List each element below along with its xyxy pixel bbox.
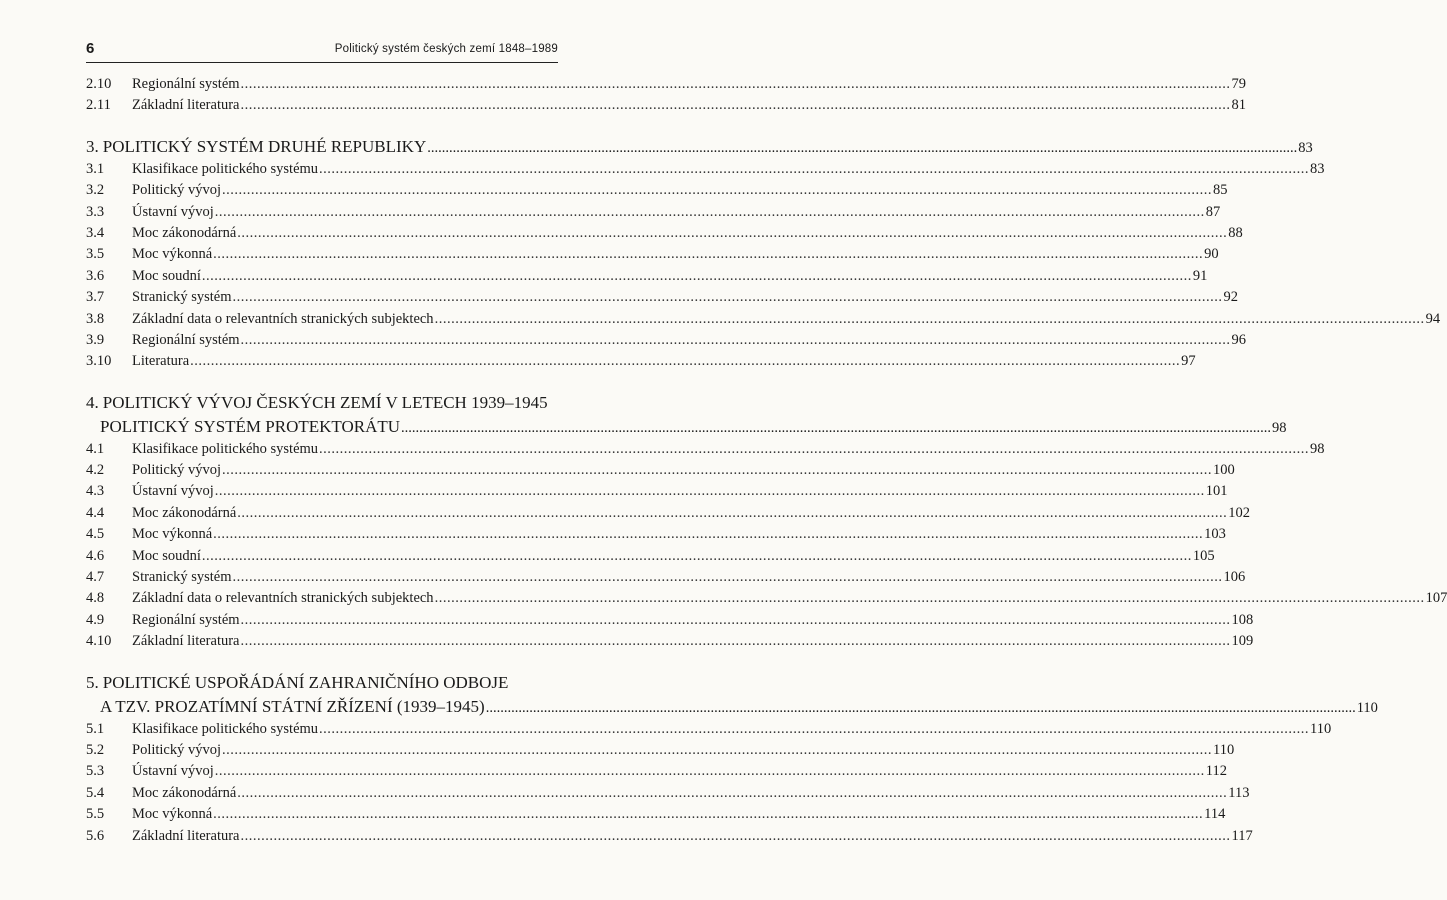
entry-title: Stranický systém [132, 289, 232, 306]
dot-leader [213, 244, 1203, 265]
page-number: 6 [86, 40, 95, 57]
entry-page: 113 [1228, 784, 1250, 801]
toc-entry [86, 567, 1246, 588]
toc-entry [86, 804, 1226, 825]
entry-title: Ústavní vývoj [132, 483, 214, 500]
entry-number: 3.7 [86, 289, 105, 306]
dot-leader [215, 761, 1205, 782]
entry-number: 3.5 [86, 246, 105, 263]
dot-leader [237, 783, 1227, 804]
toc-entry [86, 180, 1228, 201]
entry-number: 4.8 [86, 590, 105, 607]
chapter-heading-continued [86, 695, 1378, 719]
dot-leader [241, 95, 1231, 116]
entry-page: 112 [1205, 763, 1227, 780]
entry-number: 4.2 [86, 462, 105, 479]
dot-leader [241, 826, 1231, 847]
entry-page: 96 [1231, 331, 1247, 348]
dot-leader [237, 223, 1227, 244]
entry-title: Moc soudní [132, 547, 201, 564]
entry-number: 4.3 [86, 483, 105, 500]
entry-number: 5.6 [86, 827, 105, 844]
dot-leader [319, 719, 1309, 740]
entry-number: 2.11 [86, 97, 111, 114]
entry-page: 102 [1228, 504, 1251, 521]
entry-number: 2.10 [86, 76, 112, 92]
entry-number: 4.4 [86, 504, 105, 521]
running-header [86, 38, 558, 63]
entry-title: Moc zákonodárná [132, 504, 237, 521]
dot-leader [215, 481, 1205, 502]
chapter-title: POLITICKÉ USPOŘÁDÁNÍ ZAHRANIČNÍHO ODBOJE [102, 672, 509, 692]
entry-number: 3.10 [86, 353, 112, 370]
entry-number: 3.4 [86, 224, 105, 241]
entry-number: 5.5 [86, 806, 105, 823]
dot-leader [232, 567, 1222, 588]
entry-page: 83 [1310, 160, 1325, 177]
entry-title: Moc výkonná [132, 246, 213, 263]
entry-number: 3.3 [86, 203, 105, 220]
chapter-page: 83 [1298, 139, 1313, 156]
entry-page: 88 [1228, 224, 1243, 241]
toc-section [86, 135, 1441, 373]
chapter-page: 110 [1356, 699, 1378, 716]
dot-leader [213, 524, 1203, 545]
entry-title: Moc výkonná [132, 526, 213, 543]
entry-title: Moc zákonodárná [132, 224, 237, 241]
table-of-contents [86, 74, 1447, 865]
chapter-number: 5. [86, 672, 99, 692]
dot-leader [486, 696, 1356, 720]
dot-leader [232, 287, 1222, 308]
toc-entry [86, 287, 1238, 308]
entry-page: 108 [1231, 611, 1254, 628]
entry-page: 101 [1205, 483, 1228, 500]
toc-section [86, 671, 1378, 847]
entry-title: Regionální systém [132, 76, 240, 92]
running-title: Politický systém českých zemí 1848–1989 [334, 43, 558, 55]
entry-page: 114 [1204, 806, 1226, 823]
toc-entry [86, 309, 1441, 330]
toc-entry [86, 588, 1447, 609]
entry-page: 98 [1310, 440, 1325, 457]
entry-title: Moc zákonodárná [132, 784, 237, 801]
dot-leader [319, 439, 1309, 460]
entry-title: Základní data o relevantních stranických subjektech [132, 310, 434, 327]
entry-title: Základní literatura [132, 633, 240, 650]
entry-number: 3.9 [86, 331, 105, 348]
dot-leader [202, 266, 1192, 287]
toc-section [86, 74, 1247, 117]
toc-entry [86, 74, 1247, 95]
entry-page: 110 [1213, 741, 1235, 758]
toc-entry [86, 761, 1227, 782]
dot-leader [222, 460, 1212, 481]
entry-title: Ústavní vývoj [132, 203, 214, 220]
dot-leader [213, 804, 1203, 825]
entry-page: 110 [1310, 720, 1332, 737]
entry-title: Základní literatura [132, 97, 240, 114]
toc-entry [86, 631, 1254, 652]
entry-title: Politický vývoj [132, 182, 222, 199]
entry-page: 117 [1231, 827, 1253, 844]
dot-leader [215, 202, 1205, 223]
entry-number: 3.1 [86, 160, 105, 177]
entry-number: 4.1 [86, 440, 105, 457]
toc-entry [86, 719, 1332, 740]
chapter-heading-continued [86, 415, 1287, 439]
entry-page: 87 [1205, 203, 1221, 220]
entry-number: 5.1 [86, 720, 105, 737]
entry-number: 5.3 [86, 763, 105, 780]
toc-entry [86, 740, 1235, 761]
toc-entry [86, 439, 1325, 460]
toc-entry [86, 783, 1250, 804]
entry-page: 91 [1192, 267, 1208, 284]
toc-entry [86, 610, 1254, 631]
toc-entry [86, 826, 1253, 847]
toc-entry [86, 223, 1243, 244]
entry-number: 3.6 [86, 267, 105, 284]
entry-page: 85 [1213, 182, 1228, 199]
entry-page: 81 [1231, 97, 1246, 114]
chapter-page: 98 [1272, 419, 1287, 436]
entry-number: 4.10 [86, 633, 112, 650]
toc-entry [86, 159, 1325, 180]
entry-title: Základní data o relevantních stranických subjektech [132, 590, 434, 607]
entry-page: 100 [1213, 462, 1235, 479]
chapter-title: A TZV. PROZATÍMNÍ STÁTNÍ ZŘÍZENÍ (1939–1945) [100, 696, 485, 716]
entry-page: 94 [1425, 310, 1441, 327]
toc-section [86, 391, 1447, 653]
toc-entry [86, 481, 1228, 502]
entry-page: 109 [1231, 633, 1254, 650]
chapter-title: POLITICKÝ SYSTÉM DRUHÉ REPUBLIKY [102, 136, 427, 156]
entry-number: 3.8 [86, 310, 105, 327]
chapter-heading [86, 135, 1313, 159]
entry-number: 4.5 [86, 526, 105, 543]
dot-leader [222, 740, 1212, 761]
dot-leader [427, 136, 1297, 160]
toc-entry [86, 351, 1196, 372]
entry-title: Ústavní vývoj [132, 763, 214, 780]
dot-leader [237, 503, 1227, 524]
toc-entry [86, 546, 1215, 567]
entry-number: 5.4 [86, 784, 105, 801]
entry-number: 3.2 [86, 182, 105, 199]
entry-page: 90 [1204, 246, 1219, 263]
dot-leader [241, 74, 1231, 95]
dot-leader [241, 610, 1231, 631]
toc-entry [86, 503, 1251, 524]
entry-title: Politický vývoj [132, 741, 222, 758]
toc-entry [86, 330, 1247, 351]
dot-leader [319, 159, 1309, 180]
entry-title: Literatura [132, 353, 190, 370]
entry-title: Politický vývoj [132, 462, 222, 479]
entry-title: Regionální systém [132, 611, 240, 628]
entry-page: 105 [1192, 547, 1215, 564]
chapter-heading [86, 671, 558, 695]
entry-page: 107 [1425, 590, 1447, 607]
toc-entry [86, 95, 1246, 116]
entry-page: 106 [1223, 569, 1246, 586]
chapter-number: 3. [86, 136, 99, 156]
dot-leader [241, 631, 1231, 652]
toc-entry [86, 524, 1226, 545]
entry-number: 4.7 [86, 569, 105, 586]
entry-title: Klasifikace politického systému [132, 160, 319, 177]
entry-title: Stranický systém [132, 569, 232, 586]
dot-leader [222, 180, 1212, 201]
entry-title: Klasifikace politického systému [132, 440, 319, 457]
entry-number: 4.6 [86, 547, 105, 564]
entry-title: Moc výkonná [132, 806, 213, 823]
entry-title: Moc soudní [132, 267, 201, 284]
toc-entry [86, 266, 1208, 287]
entry-page: 92 [1223, 289, 1238, 306]
dot-leader [202, 546, 1192, 567]
dot-leader [435, 588, 1425, 609]
dot-leader [401, 416, 1271, 440]
dot-leader [190, 351, 1180, 372]
entry-title: Regionální systém [132, 331, 240, 348]
chapter-heading [86, 391, 558, 415]
dot-leader [435, 309, 1425, 330]
chapter-number: 4. [86, 392, 99, 412]
toc-entry [86, 244, 1219, 265]
toc-entry [86, 460, 1235, 481]
dot-leader [241, 330, 1231, 351]
chapter-title: POLITICKÝ SYSTÉM PROTEKTORÁTU [100, 416, 401, 436]
entry-title: Základní literatura [132, 827, 240, 844]
entry-page: 103 [1204, 526, 1226, 543]
entry-title: Klasifikace politického systému [132, 720, 319, 737]
entry-number: 5.2 [86, 741, 105, 758]
chapter-title: POLITICKÝ VÝVOJ ČESKÝCH ZEMÍ V LETECH 1939–1945 [102, 392, 548, 412]
entry-number: 4.9 [86, 611, 105, 628]
entry-page: 97 [1181, 353, 1196, 370]
entry-page: 79 [1231, 76, 1247, 92]
toc-entry [86, 202, 1221, 223]
